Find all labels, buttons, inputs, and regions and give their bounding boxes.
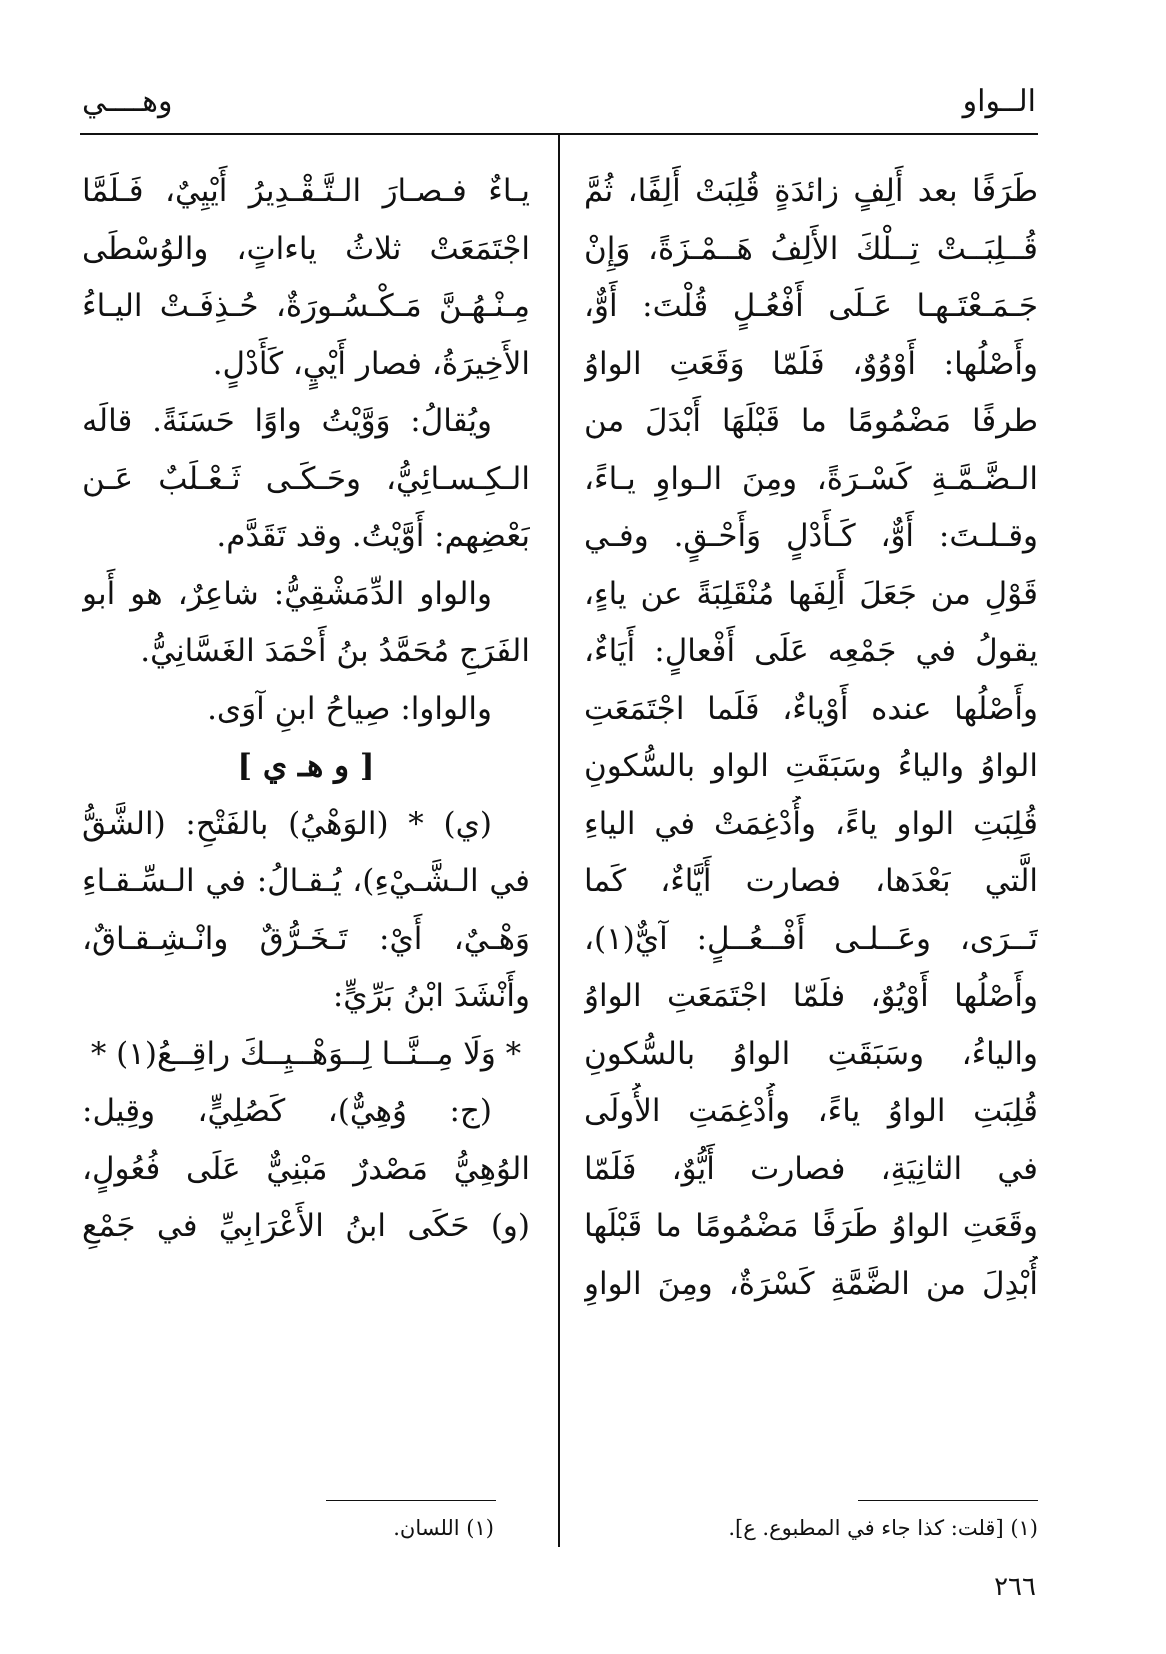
text-line: في الـشَّـيْءِ)، يُـقـالُ: في الـسِّـقـاءِ <box>82 863 530 899</box>
text-line: (و) حَكَى ابنُ الأَعْرَابِيِّ في جَمْعِ <box>82 1208 530 1244</box>
text-line: أُبْدِلَ من الضَّمَّةِ كَسْرَةٌ، ومِنَ الواوِ <box>584 1265 1038 1302</box>
text-line: وأَصْلُها أَوْيُوٌ، فلَمّا اجْتَمَعَتِ الواوُ <box>584 978 1038 1014</box>
footnote-rule-right <box>858 1500 1038 1501</box>
verse-line: * وَلَا مِــنَّــا لِــوَهْــيِــكَ راقِــعُ(١) * <box>90 1035 522 1072</box>
text-line: يـاءٌ فـصـارَ الـتَّـقْـدِيرُ أَيْيِيٌ، فَـلَمَّا <box>82 173 530 209</box>
text-line: طرفًا مَضْمُومًا ما قَبْلَهَا أَبْدَلَ من <box>584 403 1038 439</box>
text-line: قُلِبَتِ الواو ياءً، وأُدْغِمَتْ في الياءِ <box>584 805 1038 842</box>
column-divider <box>558 134 560 1547</box>
entry-heading: [ و هـ ي ] <box>237 748 375 784</box>
text-line: الَّتي بَعْدَها، فصارت أَيَّاءٌ، كَما <box>584 863 1038 899</box>
text-line: وأَصْلُها عنده أَوْياءٌ، فَلَما اجْتَمَعَتِ <box>584 690 1038 727</box>
text-line: وقـلـتَ: أَوٌّ، كَـأَدْلٍ وَأَحْـقٍ. وفـي <box>584 518 1038 554</box>
text-line: الـضَّـمَّـةِ كَسْـرَةً، ومِنَ الـواوِ يـاءً، <box>584 460 1038 497</box>
right-column <box>584 163 1038 1313</box>
text-line: والواوا: صِياحُ ابنِ آوَى. <box>207 690 492 727</box>
footnote-right: (١) [قلت: كذا جاء في المطبوع. ع]. <box>728 1516 1038 1540</box>
text-line: مِـنْـهُـنَّ مَـكْـسُـورَةٌ، حُـذِفَـتْ اليـاءُ <box>82 288 530 324</box>
running-head-right: الــواو <box>962 84 1036 119</box>
text-line: وَهْـيٌ، أَيْ: تَـخَـرُّقٌ وانْـشِـقـاقٌ، <box>82 920 530 957</box>
text-line: جَـمَـعْتَـهـا عَـلَى أَفْعُـلٍ قُلْتَ: أَوٌّ، <box>584 288 1038 324</box>
page-number: ٢٦٦ <box>994 1572 1036 1602</box>
text-line: قُلِبَتِ الواوُ ياءً، وأُدْغِمَتِ الأُولَى <box>584 1093 1038 1129</box>
text-line: اجْتَمَعَتْ ثلاثُ ياءاتٍ، والوُسْطَى <box>82 230 530 267</box>
text-line: والواو الدِّمَشْقِيُّ: شاعِرٌ، هو أَبو <box>82 575 492 612</box>
text-line: وقَعَتِ الواوُ طَرَفًا مَضْمُومًا ما قَبْلَها <box>584 1208 1038 1244</box>
text-line: الواوُ والياءُ وسَبَقَتِ الواو بالسُّكونِ <box>584 748 1038 784</box>
text-line: في الثانِيَةِ، فصارت أَيُّوٌ، فَلَمّا <box>584 1150 1038 1187</box>
text-line: قَوْلِ من جَعَلَ أَلِفَها مُنْقَلِبَةً عن ياءٍ، <box>584 575 1038 612</box>
text-line: والياءُ، وسَبَقَتِ الواوُ بالسُّكونِ <box>584 1035 1038 1072</box>
text-line: وأَنْشَدَ ابْنُ بَرِّيٍّ: <box>332 978 530 1014</box>
text-line: يقولُ في جَمْعِه عَلَى أَفْعالٍ: أَيَاءٌ، <box>584 633 1038 669</box>
text-line: (ي) * (الوَهْيُ) بالفَتْحِ: (الشَّقُّ <box>82 805 492 842</box>
text-line: الـكِـسـائِيُّ، وحَـكَـى ثَـعْـلَبٌ عَـن <box>82 460 530 497</box>
text-line: قُــلِبَــتْ تِــلْكَ الأَلِفُ هَــمْـزَةً، وَإِنْ <box>584 230 1038 267</box>
text-line: تَــرَى، وعَــلـى أَفْــعُــلٍ: آيٌّ(١)، <box>584 920 1038 957</box>
text-line: ويُقالُ: وَوَّيْتُ واوًا حَسَنَةً. قالَه <box>82 403 492 439</box>
text-line: الوُهِيُّ مَصْدرٌ مَبْنِيٌّ عَلَى فُعُولٍ، <box>82 1150 530 1187</box>
text-line: وأَصْلُها: أَوْوُوٌ، فَلَمّا وَقَعَتِ الواوُ <box>584 345 1038 382</box>
text-line: الفَرَجِ مُحَمَّدُ بنُ أَحْمَدَ الغَسَّانِيُّ. <box>140 633 530 669</box>
text-line: الأَخِيرَةُ، فصار أَيْيٍ، كَأَدْلٍ. <box>212 345 530 382</box>
text-line: بَعْضِهم: أَوَّيْتُ. وقد تَقَدَّم. <box>216 518 530 554</box>
left-column <box>82 163 530 1256</box>
text-line: طَرَفًا بعد أَلِفٍ زائدَةٍ قُلِبَتْ أَلِفًا، ثُمَّ <box>584 173 1038 209</box>
footnote-left: (١) اللسان. <box>393 1516 494 1540</box>
text-line: (ج: وُهِيٌّ)، كَصُلِيٍّ، وقِيل: <box>82 1093 492 1129</box>
footnote-rule-left <box>326 1500 496 1501</box>
running-head-left: وهــــي <box>82 84 173 119</box>
